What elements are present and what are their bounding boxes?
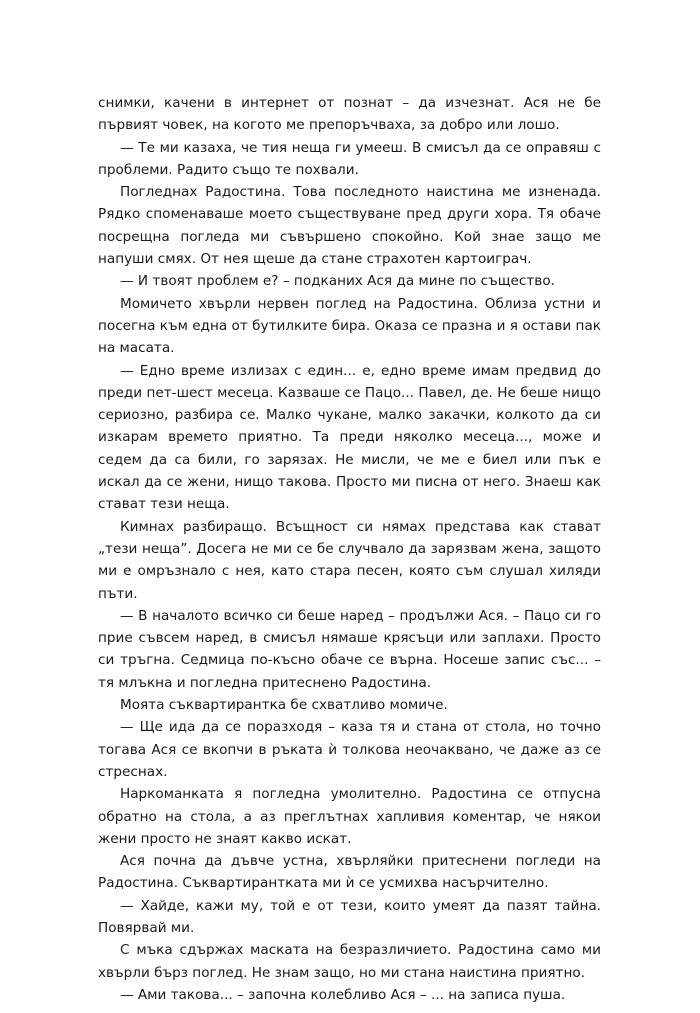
paragraph-12: Ася почна да дъвче устна, хвърляйки притеснени погледи на Радостина. Съквартирантката ми ѝ се усмихва насърчително. (98, 853, 601, 892)
paragraph-14: С мъка сдържах маската на безразличието. Радостина само ми хвърли бърз поглед. Не знам защо, но ми стана наистина приятно. (98, 942, 601, 981)
paragraph-3: Погледнах Радостина. Това последното наистина ме изненада. Рядко споменаваше моето съществуване пред други хора. Тя обаче посрещна погледа ми съвършено спокойно. Кой знае защо ме напуши смях. От нея щеше да стане страхотен картоиграч. (98, 184, 601, 268)
paragraph-4: — И твоят проблем е? – подканих Ася да мине по същество. (120, 273, 555, 290)
paragraph-7: Кимнах разбиращо. Всъщност си нямах представа как стават „тези неща”. Досега не ми се бе случвало да зарязвам жена, защото ми е омръзнало с нея, като стара песен, която съм слушал хиляди пъти. (98, 518, 601, 602)
paragraph-11: Наркоманката я погледна умолително. Радостина се отпусна обратно на стола, а аз преглътнах хапливия коментар, че някои жени просто не знаят какво искат. (98, 786, 601, 847)
paragraph-2: — Те ми казаха, че тия неща ги умееш. В смисъл да се оправяш с проблеми. Радито също те похвали. (98, 139, 601, 178)
paragraph-5: Момичето хвърли нервен поглед на Радостина. Облиза устни и посегна към една от бутилките бира. Оказа се празна и я остави пак на масата. (98, 295, 601, 357)
body-text (98, 92, 601, 1006)
paragraph-9: Моята съквартирантка бе схватливо момиче. (120, 697, 448, 714)
paragraph-10: — Ще ида да се поразходя – каза тя и стана от стола, но точно тогава Ася се вкопчи в ръката ѝ толкова неочаквано, че даже аз се стреснах. (98, 719, 601, 780)
paragraph-13: — Хайде, кажи му, той е от тези, които умеят да пазят тайна. Повярвай ми. (98, 897, 601, 936)
paragraph-8: — В началото всичко си беше наред – продължи Ася. – Пацо си го прие съвсем наред, в смисъл нямаше крясъци или заплахи. Просто си тръгна. Седмица по-късно обаче се върна. Носеше запис със... – тя млъкна и погледна притеснено Радостина. (98, 607, 601, 691)
paragraph-1: снимки, качени в интернет от познат – да изчезнат. Ася не бе първият човек, на когото ме препоръчваха, за добро или лошо. (98, 95, 601, 134)
paragraph-15: — Ами такова... – започна колебливо Ася – ... на записа пуша. (120, 986, 566, 1003)
paragraph-6: — Едно време излизах с един... е, едно време имам предвид до преди пет-шест месеца. Казваше се Пацо... Павел, де. Не беше нищо сериозно, разбира се. Малко чукане, малко закачки, колкото да си изкарам времето приятно. Та преди няколко месеца..., може и седем да са били, го зарязах. Не мисли, че ме е биел или пък е искал да се жени, нищо такова. Просто ми писна от него. Знаеш как стават тези неща. (98, 362, 601, 513)
